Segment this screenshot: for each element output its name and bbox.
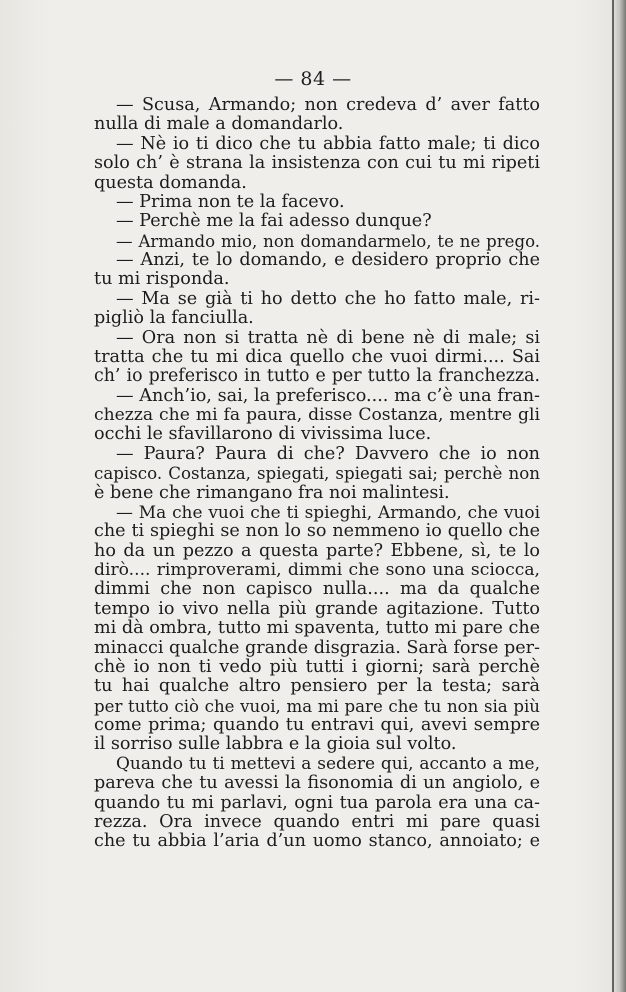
text-line: — Scusa, Armando; non credeva d’ aver fatto [116,95,540,115]
text-line: come prima; quando tu entravi qui, avevi sempre [94,715,540,735]
text-line: pigliò la fanciulla. [94,308,254,329]
text-line: solo ch’ è strana la insistenza con cui tu mi ripeti [94,153,540,174]
body-text [94,96,540,852]
text-line: — Armando mio, non domandarmelo, te ne prego. [116,231,540,251]
text-line: che tu abbia l’aria d’un uomo stanco, annoiato; e [94,831,540,852]
text-line: — Ora non si tratta nè di bene nè di male; si [116,327,540,348]
text-line: questa domanda. [94,172,247,193]
text-line: è bene che rimangano fra noi malintesi. [94,482,450,503]
text-line: rezza. Ora invece quando entri mi pare quasi [94,811,540,832]
text-line: nulla di male a domandarlo. [94,114,344,135]
text-line: dimmi che non capisco nulla.... ma da qualche [94,579,540,600]
text-line: tempo io vivo nella più grande agitazione. Tutto [94,598,540,619]
text-line: — Paura? Paura di che? Davvero che io non [116,443,540,464]
text-line: ho da un pezzo a questa parte? Ebbene, sì, te lo [94,540,540,561]
text-line: — Anzi, te lo domando, e desidero proprio che [116,250,540,270]
text-line: tu mi risponda. [94,269,230,290]
text-line: chè io non ti vedo più tutti i giorni; sarà perchè [94,656,540,677]
text-line: ch’ io preferisco in tutto e per tutto la franchezza. [94,366,540,387]
text-line: — Perchè me la fai adesso dunque? [116,211,432,232]
text-line: tu hai qualche altro pensiero per la testa; sarà [94,676,540,697]
text-line: pareva che tu avessi la fisonomia di un angiolo, e [94,773,540,794]
text-line: — Ma che vuoi che ti spieghi, Armando, che vuoi [116,501,540,522]
text-line: — Anch’io, sai, la preferisco.... ma c’è una fran- [116,385,540,406]
text-line: mi dà ombra, tutto mi spaventa, tutto mi pare che [94,618,541,639]
text-line: capisco. Costanza, spiegati, spiegati sai; perchè non [94,464,540,484]
text-line: che ti spieghi se non lo so nemmeno io quello che [94,521,540,542]
text-line: per tutto ciò che vuoi, ma mi pare che tu non sia più [94,696,540,716]
page-number: — 84 — [274,68,352,90]
text-line: — Prima non te la facevo. [116,191,345,212]
text-line: chezza che mi fa paura, disse Costanza, mentre gli [94,405,540,425]
text-line: tratta che tu mi dica quello che vuoi dirmi.... Sai [94,346,540,367]
text-line: — Nè io ti dico che tu abbia fatto male; ti dico [116,133,540,154]
text-line: Quando tu ti mettevi a sedere qui, accanto a me, [116,753,540,774]
text-line: il sorriso sulle labbra e la gioia sul volto. [94,734,457,755]
text-line: quando tu mi parlavi, ogni tua parola era una ca- [94,792,540,813]
page-edge-shadow [612,0,626,992]
page-edge-line [612,0,614,992]
text-line: dirò.... rimproverami, dimmi che sono una sciocca, [94,560,540,580]
text-line: occhi le sfavillarono di vivissima luce. [94,424,432,445]
text-line: — Ma se già ti ho detto che ho fatto male, ri- [116,288,540,309]
text-line: minacci qualche grande disgrazia. Sarà forse per- [94,637,540,658]
